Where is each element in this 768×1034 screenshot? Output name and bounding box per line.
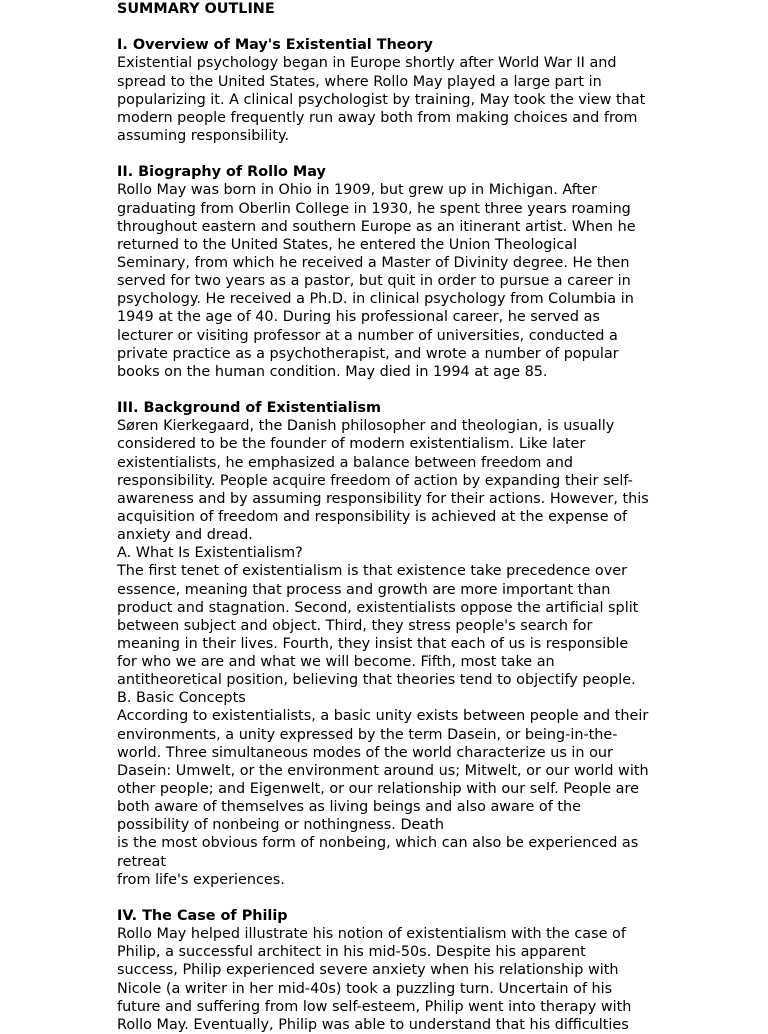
paragraph-line: psychology. He received a Ph.D. in clinical psychology from Columbia in bbox=[117, 291, 634, 308]
subsection-heading: A. What Is Existentialism? bbox=[117, 545, 303, 562]
paragraph-line: popularizing it. A clinical psychologist by training, May took the view that bbox=[117, 91, 646, 108]
paragraph-line: Rollo May helped illustrate his notion of existentialism with the case of bbox=[117, 926, 626, 943]
paragraph-line: Philip, a successful architect in his mid-50s. Despite his apparent bbox=[117, 944, 586, 961]
spacer bbox=[117, 889, 717, 907]
paragraph-line: Nicole (a writer in her mid-40s) took a puzzling turn. Uncertain of his bbox=[117, 980, 613, 997]
document-page bbox=[117, 0, 717, 1034]
paragraph-line: retreat bbox=[117, 853, 167, 870]
paragraph-line: considered to be the founder of modern existentialism. Like later bbox=[117, 436, 586, 453]
section-heading: II. Biography of Rollo May bbox=[117, 164, 326, 181]
section-heading: IV. The Case of Philip bbox=[117, 908, 288, 925]
paragraph-line: antitheoretical position, believing that theories tend to objectify people. bbox=[117, 672, 636, 689]
paragraph-line: is the most obvious form of nonbeing, which can also be experienced as bbox=[117, 835, 639, 852]
paragraph-line: graduating from Oberlin College in 1930, he spent three years roaming bbox=[117, 200, 631, 217]
paragraph-line: product and stagnation. Second, existentialists oppose the artificial split bbox=[117, 599, 639, 616]
paragraph-line: 1949 at the age of 40. During his professional career, he served as bbox=[117, 309, 600, 326]
section-biography bbox=[117, 163, 717, 381]
paragraph-line: returned to the United States, he entered the Union Theological bbox=[117, 236, 578, 253]
spacer bbox=[117, 381, 717, 399]
section-case-of-philip bbox=[117, 907, 717, 1034]
paragraph-line: for who we are and what we will become. Fifth, most take an bbox=[117, 654, 555, 671]
paragraph-line: books on the human condition. May died in 1994 at age 85. bbox=[117, 363, 548, 380]
paragraph-line: future and suffering from low self-esteem, Philip went into therapy with bbox=[117, 998, 632, 1015]
paragraph-line: Seminary, from which he received a Master of Divinity degree. He then bbox=[117, 254, 630, 271]
subsection-heading: B. Basic Concepts bbox=[117, 690, 246, 707]
paragraph-line: Rollo May. Eventually, Philip was able to understand that his difficulties bbox=[117, 1016, 629, 1033]
paragraph-line: possibility of nonbeing or nothingness. Death bbox=[117, 817, 444, 834]
paragraph-line: other people; and Eigenwelt, or our relationship with our self. People are bbox=[117, 781, 639, 798]
paragraph-line: meaning in their lives. Fourth, they insist that each of us is responsible bbox=[117, 635, 629, 652]
paragraph-line: private practice as a psychotherapist, and wrote a number of popular bbox=[117, 345, 619, 362]
section-heading: I. Overview of May's Existential Theory bbox=[117, 37, 433, 54]
paragraph-line: success, Philip experienced severe anxiety when his relationship with bbox=[117, 962, 619, 979]
paragraph-line: Søren Kierkegaard, the Danish philosopher and theologian, is usually bbox=[117, 418, 615, 435]
paragraph-line: responsibility. People acquire freedom of action by expanding their self- bbox=[117, 472, 633, 489]
paragraph-line: essence, meaning that process and growth are more important than bbox=[117, 581, 611, 598]
paragraph-line: throughout eastern and southern Europe as an itinerant artist. When he bbox=[117, 218, 636, 235]
paragraph-line: Rollo May was born in Ohio in 1909, but grew up in Michigan. After bbox=[117, 182, 597, 199]
paragraph-line: both aware of themselves as living beings and also aware of the bbox=[117, 799, 581, 816]
paragraph-line: environments, a unity expressed by the term Dasein, or being-in-the- bbox=[117, 726, 618, 743]
paragraph-line: awareness and by assuming responsibility for their actions. However, this bbox=[117, 490, 649, 507]
paragraph-line: spread to the United States, where Rollo May played a large part in bbox=[117, 73, 602, 90]
paragraph-line: lecturer or visiting professor at a number of universities, conducted a bbox=[117, 327, 618, 344]
paragraph-line: assuming responsibility. bbox=[117, 127, 290, 144]
paragraph-line: Dasein: Umwelt, or the environment around us; Mitwelt, or our world with bbox=[117, 762, 649, 779]
paragraph-line: served for two years as a pastor, but quit in order to pursue a career in bbox=[117, 273, 631, 290]
paragraph-line: from life's experiences. bbox=[117, 871, 285, 888]
paragraph-line: between subject and object. Third, they stress people's search for bbox=[117, 617, 593, 634]
spacer bbox=[117, 18, 717, 36]
section-background bbox=[117, 399, 717, 889]
paragraph-line: modern people frequently run away both from making choices and from bbox=[117, 109, 638, 126]
spacer bbox=[117, 145, 717, 163]
paragraph-line: Existential psychology began in Europe shortly after World War II and bbox=[117, 55, 617, 72]
section-overview bbox=[117, 36, 717, 145]
paragraph-line: world. Three simultaneous modes of the world characterize us in our bbox=[117, 744, 613, 761]
paragraph-line: existentialists, he emphasized a balance between freedom and bbox=[117, 454, 573, 471]
document-title: SUMMARY OUTLINE bbox=[117, 1, 275, 17]
section-heading: III. Background of Existentialism bbox=[117, 400, 382, 417]
paragraph-line: anxiety and dread. bbox=[117, 527, 253, 544]
paragraph-line: acquisition of freedom and responsibility is achieved at the expense of bbox=[117, 508, 628, 525]
paragraph-line: According to existentialists, a basic unity exists between people and their bbox=[117, 708, 649, 725]
paragraph-line: The first tenet of existentialism is that existence take precedence over bbox=[117, 563, 627, 580]
